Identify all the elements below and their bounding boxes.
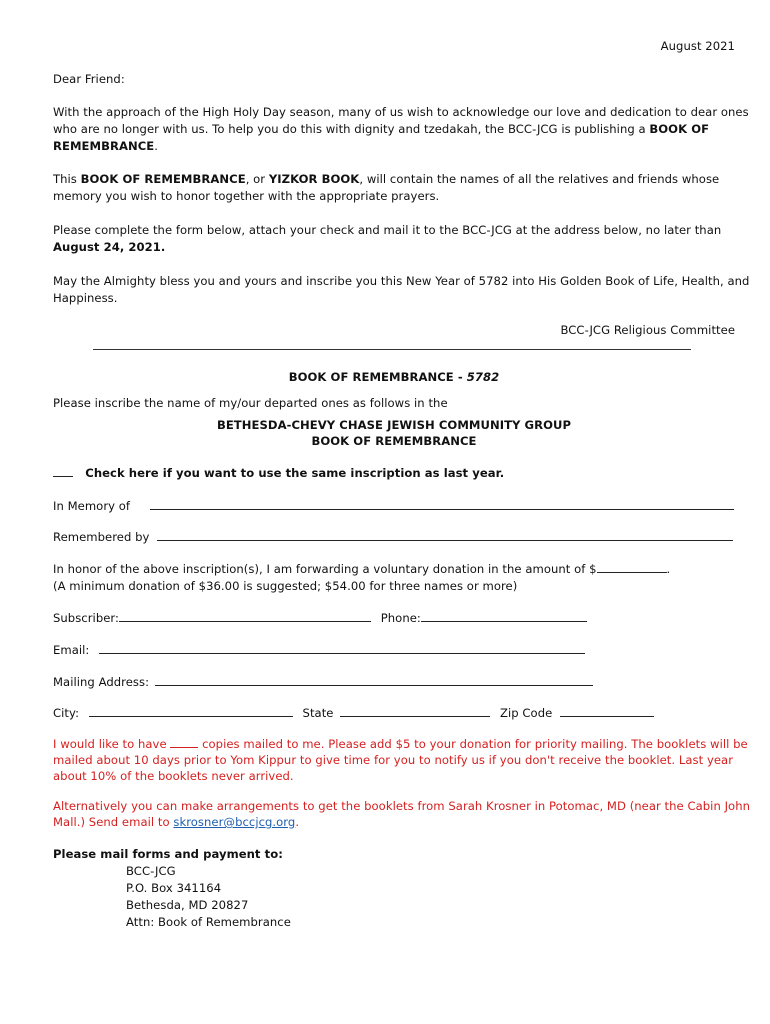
blessing-line-2: Happiness.: [53, 291, 118, 305]
city-state-zip-row: [53, 705, 654, 722]
donation-label: In honor of the above inscription(s), I am forwarding a voluntary donation in the amount of $: [53, 562, 597, 576]
city-field[interactable]: [89, 705, 293, 717]
in-memory-field[interactable]: [150, 498, 734, 510]
instructions-line-1: Please complete the form below, attach your check and mail it to the BCC-JCG at the address below, no later than: [53, 223, 722, 237]
alternative-line-2: Mall.) Send email to skrosner@bccjcg.org.: [53, 815, 300, 829]
checkbox-label: Check here if you want to use the same inscription as last year.: [85, 466, 505, 480]
book-para-line-1: This BOOK OF REMEMBRANCE, or YIZKOR BOOK, will contain the names of all the relatives and friends whose: [53, 172, 720, 186]
intro-line-1: With the approach of the High Holy Day season, many of us wish to acknowledge our love and dedication to dear ones: [53, 105, 749, 119]
remembered-by-label: Remembered by: [53, 530, 150, 544]
blessing-line-1: May the Almighty bless you and yours and inscribe you this New Year of 5782 into His Golden Book of Life, Health, and: [53, 274, 750, 288]
subscriber-row: [53, 610, 587, 627]
cut-line-divider: [93, 349, 691, 350]
state-label: State: [302, 706, 334, 720]
deadline: August 24, 2021.: [53, 240, 166, 254]
intro-line-3: REMEMBRANCE.: [53, 139, 159, 153]
subscriber-label: Subscriber:: [53, 611, 119, 625]
letter-date: August 2021: [660, 39, 735, 53]
address-po-box: P.O. Box 341164: [126, 881, 222, 895]
intro-line-2: who are no longer with us. To help you do this with dignity and tzedakah, the BCC-JCG is publishing a BOOK OF: [53, 122, 710, 136]
same-inscription-checkbox[interactable]: [53, 465, 73, 477]
zip-label: Zip Code: [500, 706, 553, 720]
alternative-line-1: Alternatively you can make arrangements to get the booklets from Sarah Krosner in Potomac, MD (near the Cabin John: [53, 799, 750, 813]
phone-label: Phone:: [380, 611, 421, 625]
state-field[interactable]: [340, 705, 490, 717]
mailing-address-label: Mailing Address:: [53, 675, 150, 689]
donation-row: In honor of the above inscription(s), I am forwarding a voluntary donation in the amount of $ .: [53, 562, 671, 576]
mailing-row: [53, 674, 593, 691]
address-attn: Attn: Book of Remembrance: [126, 915, 291, 929]
phone-field[interactable]: [421, 610, 587, 622]
copies-line-1: I would like to have copies mailed to me. Please add $5 to your donation for priority mailing. The booklets will be: [53, 737, 748, 751]
book-para-line-2: memory you wish to honor together with the appropriate prayers.: [53, 189, 440, 203]
mail-to-heading: Please mail forms and payment to:: [53, 847, 283, 861]
email-field[interactable]: [99, 642, 585, 654]
email-label: Email:: [53, 643, 90, 657]
address-org: BCC-JCG: [126, 864, 176, 878]
copies-line-2: mailed about 10 days prior to Yom Kippur to give time for you to notify us if you don't receive the booklet. Last year: [53, 753, 734, 767]
in-memory-label: In Memory of: [53, 499, 131, 513]
zip-field[interactable]: [560, 705, 654, 717]
subscriber-field[interactable]: [119, 610, 371, 622]
remembered-by-row: [53, 529, 733, 546]
same-inscription-row: [53, 465, 504, 482]
inscribe-text: Please inscribe the name of my/our departed ones as follows in the: [53, 396, 448, 410]
greeting: Dear Friend:: [53, 72, 125, 86]
mailing-address-field[interactable]: [155, 674, 593, 686]
city-label: City:: [53, 706, 80, 720]
copies-line-3: about 10% of the booklets never arrived.: [53, 769, 294, 783]
in-memory-row: [53, 498, 734, 515]
group-name: BETHESDA-CHEVY CHASE JEWISH COMMUNITY GROUP: [216, 418, 572, 432]
donation-note: (A minimum donation of $36.00 is suggested; $54.00 for three names or more): [53, 579, 518, 593]
remembered-by-field[interactable]: [157, 529, 733, 541]
copies-count-field[interactable]: [170, 736, 198, 748]
donation-amount-field[interactable]: [597, 561, 667, 573]
email-row: [53, 642, 585, 659]
signature: BCC-JCG Religious Committee: [560, 323, 735, 337]
book-name: BOOK OF REMEMBRANCE: [311, 434, 477, 448]
email-link[interactable]: skrosner@bccjcg.org: [173, 815, 296, 829]
form-title: BOOK OF REMEMBRANCE - 5782: [288, 370, 500, 384]
address-city: Bethesda, MD 20827: [126, 898, 249, 912]
